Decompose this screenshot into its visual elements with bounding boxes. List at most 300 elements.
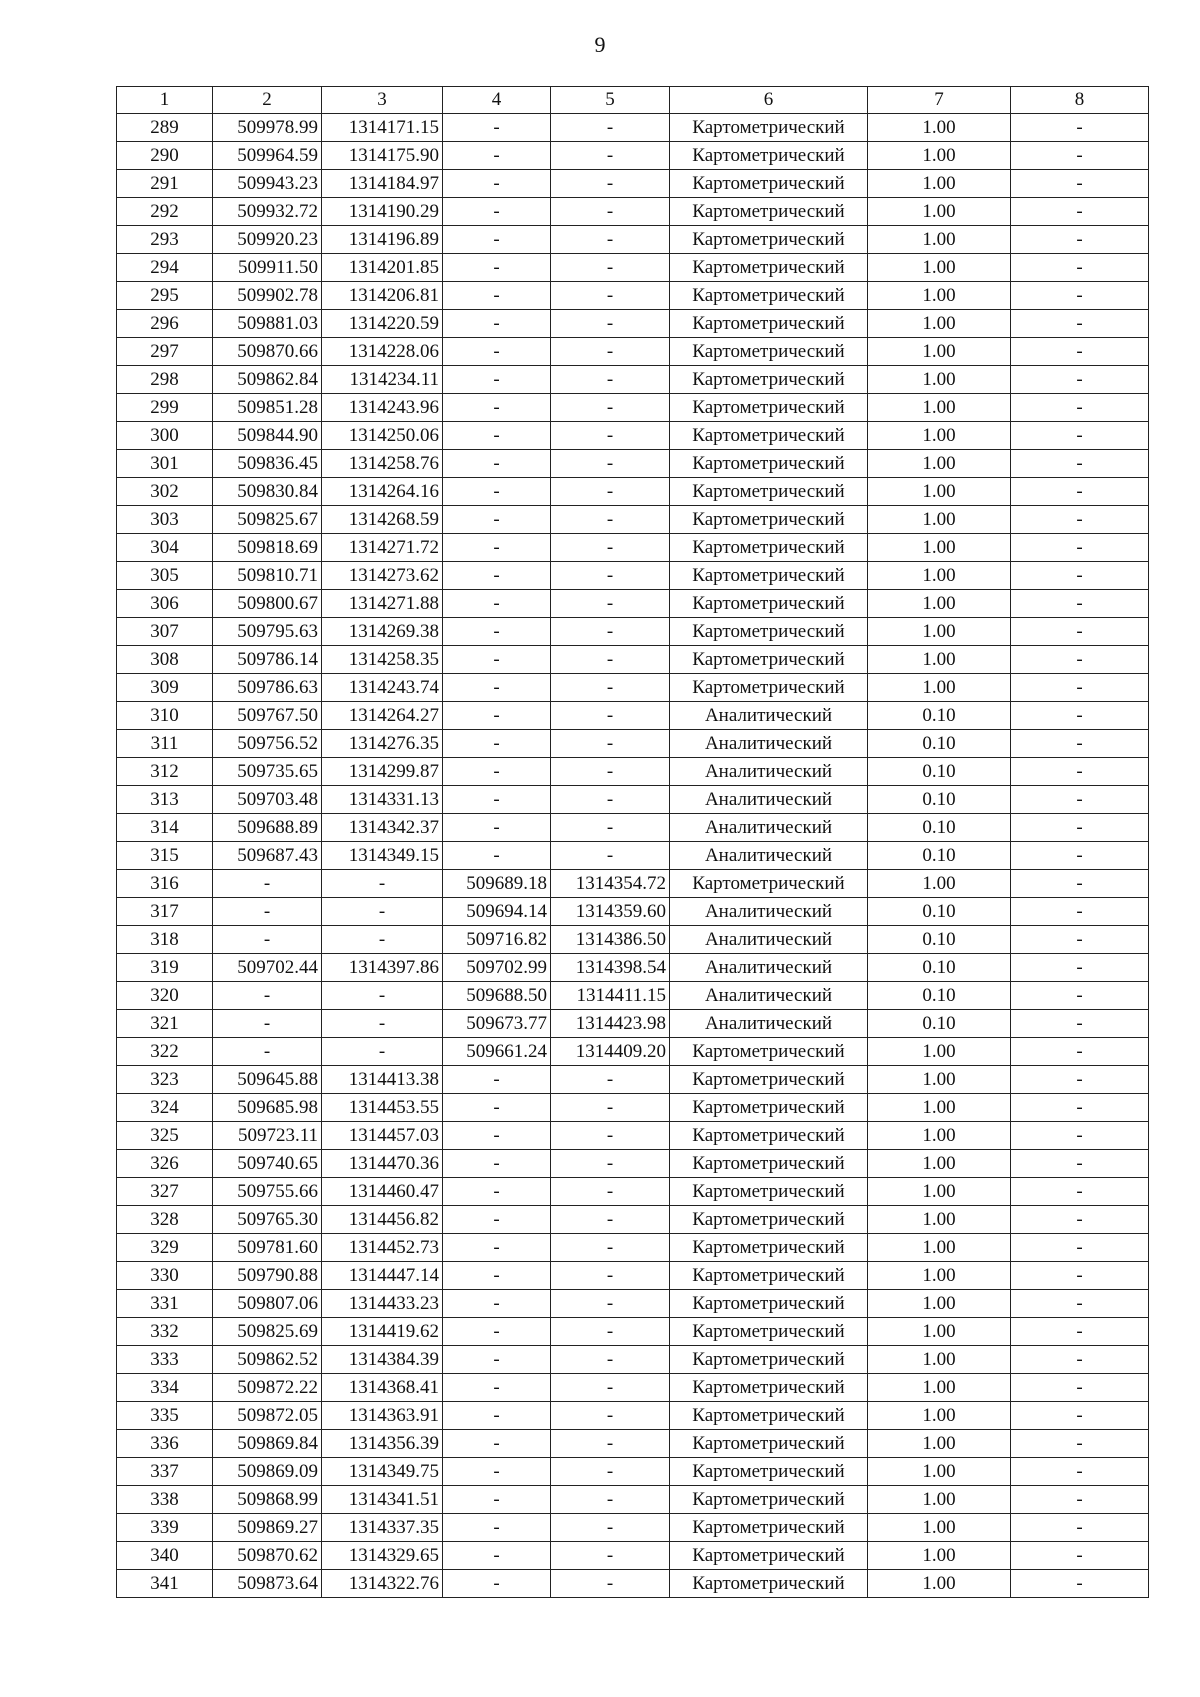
table-cell: Картометрический xyxy=(670,1402,868,1430)
table-cell: - xyxy=(1011,1234,1149,1262)
table-cell: - xyxy=(1011,478,1149,506)
table-cell: 509673.77 xyxy=(443,1010,551,1038)
table-header xyxy=(117,87,1149,114)
table-cell: Аналитический xyxy=(670,954,868,982)
table-cell: - xyxy=(1011,702,1149,730)
table-cell: 1314201.85 xyxy=(322,254,443,282)
table-cell: 1.00 xyxy=(868,1430,1011,1458)
table-cell: Картометрический xyxy=(670,674,868,702)
table-cell: 509868.99 xyxy=(213,1486,322,1514)
table-cell: - xyxy=(443,1150,551,1178)
table-cell: 302 xyxy=(117,478,213,506)
table-cell: 1314329.65 xyxy=(322,1542,443,1570)
table-cell: 0.10 xyxy=(868,982,1011,1010)
table-cell: Картометрический xyxy=(670,170,868,198)
table-cell: - xyxy=(1011,1318,1149,1346)
table-cell: 0.10 xyxy=(868,758,1011,786)
table-cell: - xyxy=(443,170,551,198)
table-row xyxy=(117,842,1149,870)
table-cell: 509932.72 xyxy=(213,198,322,226)
table-row xyxy=(117,1010,1149,1038)
table-row xyxy=(117,1374,1149,1402)
table-cell: 323 xyxy=(117,1066,213,1094)
table-cell: 509645.88 xyxy=(213,1066,322,1094)
table-cell: 298 xyxy=(117,366,213,394)
table-cell: - xyxy=(443,1066,551,1094)
table-cell: 1.00 xyxy=(868,1122,1011,1150)
table-cell: - xyxy=(443,674,551,702)
table-cell: - xyxy=(1011,226,1149,254)
table-cell: 509735.65 xyxy=(213,758,322,786)
table-cell: 0.10 xyxy=(868,814,1011,842)
table-cell: Аналитический xyxy=(670,1010,868,1038)
table-cell: Картометрический xyxy=(670,478,868,506)
table-cell: 308 xyxy=(117,646,213,674)
table-cell: Аналитический xyxy=(670,702,868,730)
table-cell: 509716.82 xyxy=(443,926,551,954)
table-cell: 509767.50 xyxy=(213,702,322,730)
table-cell: - xyxy=(1011,1458,1149,1486)
table-row xyxy=(117,954,1149,982)
table-cell: - xyxy=(1011,1262,1149,1290)
table-cell: Картометрический xyxy=(670,198,868,226)
table-row xyxy=(117,1178,1149,1206)
table-row xyxy=(117,730,1149,758)
table-cell: 509869.84 xyxy=(213,1430,322,1458)
table-cell: 1.00 xyxy=(868,562,1011,590)
table-cell: - xyxy=(1011,954,1149,982)
table-cell: - xyxy=(551,758,670,786)
table-cell: 0.10 xyxy=(868,702,1011,730)
table-row xyxy=(117,338,1149,366)
table-cell: 1314411.15 xyxy=(551,982,670,1010)
table-cell: - xyxy=(1011,1542,1149,1570)
table-cell: 1314409.20 xyxy=(551,1038,670,1066)
table-cell: 310 xyxy=(117,702,213,730)
table-cell: - xyxy=(213,1038,322,1066)
table-cell: 1314460.47 xyxy=(322,1178,443,1206)
table-cell: - xyxy=(443,842,551,870)
table-cell: 1.00 xyxy=(868,226,1011,254)
table-cell: - xyxy=(443,226,551,254)
table-cell: 297 xyxy=(117,338,213,366)
table-row xyxy=(117,590,1149,618)
table-cell: - xyxy=(551,1122,670,1150)
table-cell: - xyxy=(443,478,551,506)
table-cell: - xyxy=(551,702,670,730)
table-cell: 1.00 xyxy=(868,1066,1011,1094)
table-cell: - xyxy=(1011,1374,1149,1402)
table-cell: Картометрический xyxy=(670,1374,868,1402)
table-cell: - xyxy=(1011,758,1149,786)
table-cell: Картометрический xyxy=(670,590,868,618)
table-cell: Аналитический xyxy=(670,898,868,926)
column-header-2: 2 xyxy=(213,87,322,114)
table-row xyxy=(117,422,1149,450)
table-cell: 1314453.55 xyxy=(322,1094,443,1122)
table-cell: - xyxy=(443,590,551,618)
table-cell: 1314220.59 xyxy=(322,310,443,338)
table-cell: 509818.69 xyxy=(213,534,322,562)
table-cell: 1314196.89 xyxy=(322,226,443,254)
table-cell: 1314349.15 xyxy=(322,842,443,870)
table-cell: 509881.03 xyxy=(213,310,322,338)
table-cell: - xyxy=(551,478,670,506)
table-cell: 1.00 xyxy=(868,534,1011,562)
table-cell: 1314190.29 xyxy=(322,198,443,226)
table-cell: - xyxy=(551,1570,670,1598)
table-cell: 292 xyxy=(117,198,213,226)
table-cell: - xyxy=(443,562,551,590)
table-row xyxy=(117,1430,1149,1458)
table-cell: - xyxy=(1011,534,1149,562)
table-cell: - xyxy=(551,534,670,562)
table-cell: - xyxy=(443,1206,551,1234)
table-cell: 1314337.35 xyxy=(322,1514,443,1542)
table-cell: 1.00 xyxy=(868,590,1011,618)
table-row xyxy=(117,1402,1149,1430)
table-cell: - xyxy=(1011,1122,1149,1150)
table-row xyxy=(117,394,1149,422)
table-cell: - xyxy=(551,1374,670,1402)
table-cell: 1.00 xyxy=(868,1262,1011,1290)
table-cell: 1.00 xyxy=(868,142,1011,170)
table-cell: Картометрический xyxy=(670,282,868,310)
table-cell: 1.00 xyxy=(868,282,1011,310)
table-cell: 1314356.39 xyxy=(322,1430,443,1458)
table-row xyxy=(117,1122,1149,1150)
table-cell: - xyxy=(213,926,322,954)
table-cell: - xyxy=(443,142,551,170)
table-cell: - xyxy=(1011,982,1149,1010)
table-cell: 1314359.60 xyxy=(551,898,670,926)
table-cell: 1314273.62 xyxy=(322,562,443,590)
table-cell: 341 xyxy=(117,1570,213,1598)
table-cell: Картометрический xyxy=(670,310,868,338)
table-cell: - xyxy=(443,310,551,338)
table-row xyxy=(117,674,1149,702)
table-cell: 303 xyxy=(117,506,213,534)
table-cell: - xyxy=(551,1318,670,1346)
table-cell: 1314268.59 xyxy=(322,506,443,534)
table-cell: 509781.60 xyxy=(213,1234,322,1262)
table-cell: 509810.71 xyxy=(213,562,322,590)
table-cell: 313 xyxy=(117,786,213,814)
table-row xyxy=(117,814,1149,842)
table-cell: 509786.14 xyxy=(213,646,322,674)
table-cell: Картометрический xyxy=(670,534,868,562)
table-cell: 509723.11 xyxy=(213,1122,322,1150)
table-row xyxy=(117,1234,1149,1262)
table-cell: 509795.63 xyxy=(213,618,322,646)
column-header-7: 7 xyxy=(868,87,1011,114)
table-row xyxy=(117,1486,1149,1514)
table-cell: - xyxy=(443,814,551,842)
table-cell: 1314264.27 xyxy=(322,702,443,730)
table-cell: 325 xyxy=(117,1122,213,1150)
table-cell: 321 xyxy=(117,1010,213,1038)
table-cell: - xyxy=(1011,898,1149,926)
table-row xyxy=(117,702,1149,730)
table-cell: - xyxy=(1011,198,1149,226)
table-cell: 1314331.13 xyxy=(322,786,443,814)
table-cell: 1314413.38 xyxy=(322,1066,443,1094)
table-cell: Картометрический xyxy=(670,1038,868,1066)
table-cell: Картометрический xyxy=(670,1430,868,1458)
table-cell: 509807.06 xyxy=(213,1290,322,1318)
table-cell: 1.00 xyxy=(868,1206,1011,1234)
table-cell: - xyxy=(1011,1346,1149,1374)
table-cell: 1314175.90 xyxy=(322,142,443,170)
table-cell: 509836.45 xyxy=(213,450,322,478)
table-cell: 1.00 xyxy=(868,198,1011,226)
table-cell: 335 xyxy=(117,1402,213,1430)
table-row xyxy=(117,618,1149,646)
table-cell: 1314271.72 xyxy=(322,534,443,562)
table-cell: - xyxy=(443,1458,551,1486)
table-cell: - xyxy=(1011,282,1149,310)
table-cell: - xyxy=(1011,1066,1149,1094)
table-cell: 1314258.35 xyxy=(322,646,443,674)
table-cell: 1.00 xyxy=(868,1346,1011,1374)
table-cell: - xyxy=(1011,1178,1149,1206)
table-cell: 332 xyxy=(117,1318,213,1346)
table-cell: Аналитический xyxy=(670,926,868,954)
table-cell: 300 xyxy=(117,422,213,450)
table-cell: - xyxy=(551,786,670,814)
table-cell: 1314423.98 xyxy=(551,1010,670,1038)
table-cell: Картометрический xyxy=(670,1458,868,1486)
table-row xyxy=(117,1346,1149,1374)
table-cell: 1.00 xyxy=(868,254,1011,282)
column-header-4: 4 xyxy=(443,87,551,114)
table-cell: 322 xyxy=(117,1038,213,1066)
table-cell: 1314206.81 xyxy=(322,282,443,310)
table-cell: 509687.43 xyxy=(213,842,322,870)
table-cell: 509920.23 xyxy=(213,226,322,254)
table-row xyxy=(117,1514,1149,1542)
table-cell: 0.10 xyxy=(868,954,1011,982)
table-cell: - xyxy=(322,870,443,898)
table-cell: 1.00 xyxy=(868,1094,1011,1122)
table-cell: 1314452.73 xyxy=(322,1234,443,1262)
table-cell: Картометрический xyxy=(670,366,868,394)
table-cell: 509685.98 xyxy=(213,1094,322,1122)
table-cell: - xyxy=(1011,1150,1149,1178)
table-cell: - xyxy=(1011,590,1149,618)
table-cell: - xyxy=(551,1458,670,1486)
table-cell: 1.00 xyxy=(868,114,1011,142)
table-cell: 509964.59 xyxy=(213,142,322,170)
table-cell: 312 xyxy=(117,758,213,786)
table-cell: 1314271.88 xyxy=(322,590,443,618)
table-cell: 509661.24 xyxy=(443,1038,551,1066)
table-cell: 1314470.36 xyxy=(322,1150,443,1178)
table-row xyxy=(117,310,1149,338)
table-cell: 295 xyxy=(117,282,213,310)
table-cell: - xyxy=(551,562,670,590)
table-cell: 291 xyxy=(117,170,213,198)
table-cell: 1.00 xyxy=(868,366,1011,394)
table-cell: - xyxy=(1011,674,1149,702)
table-cell: - xyxy=(551,310,670,338)
table-cell: 1.00 xyxy=(868,618,1011,646)
table-cell: 509688.89 xyxy=(213,814,322,842)
table-cell: - xyxy=(1011,366,1149,394)
table-cell: 328 xyxy=(117,1206,213,1234)
table-row xyxy=(117,254,1149,282)
table-cell: Картометрический xyxy=(670,618,868,646)
table-cell: 307 xyxy=(117,618,213,646)
table-cell: 509740.65 xyxy=(213,1150,322,1178)
table-row xyxy=(117,478,1149,506)
table-cell: Аналитический xyxy=(670,758,868,786)
table-cell: 315 xyxy=(117,842,213,870)
table-cell: 0.10 xyxy=(868,1010,1011,1038)
table-cell: 509765.30 xyxy=(213,1206,322,1234)
table-cell: 509902.78 xyxy=(213,282,322,310)
table-cell: 319 xyxy=(117,954,213,982)
table-cell: - xyxy=(551,506,670,534)
table-cell: 1314184.97 xyxy=(322,170,443,198)
table-cell: - xyxy=(443,450,551,478)
table-cell: 1.00 xyxy=(868,1570,1011,1598)
table-row xyxy=(117,1038,1149,1066)
table-row xyxy=(117,282,1149,310)
table-row xyxy=(117,562,1149,590)
column-header-3: 3 xyxy=(322,87,443,114)
table-cell: 1314264.16 xyxy=(322,478,443,506)
table-cell: 509844.90 xyxy=(213,422,322,450)
table-cell: - xyxy=(1011,926,1149,954)
table-cell: 1314276.35 xyxy=(322,730,443,758)
table-cell: Картометрический xyxy=(670,1206,868,1234)
table-cell: 1314243.96 xyxy=(322,394,443,422)
table-cell: 1314457.03 xyxy=(322,1122,443,1150)
table-cell: - xyxy=(1011,338,1149,366)
table-cell: - xyxy=(1011,1486,1149,1514)
table-cell: 314 xyxy=(117,814,213,842)
table-cell: Аналитический xyxy=(670,842,868,870)
table-cell: 1.00 xyxy=(868,1150,1011,1178)
page-number: 9 xyxy=(594,32,606,57)
table-cell: Картометрический xyxy=(670,422,868,450)
table-cell: - xyxy=(213,982,322,1010)
table-cell: - xyxy=(551,618,670,646)
table-row xyxy=(117,506,1149,534)
table-cell: Картометрический xyxy=(670,1514,868,1542)
table-cell: - xyxy=(443,758,551,786)
table-cell: - xyxy=(443,366,551,394)
table-cell: - xyxy=(1011,310,1149,338)
table-cell: - xyxy=(443,1234,551,1262)
table-cell: 311 xyxy=(117,730,213,758)
table-cell: - xyxy=(443,1570,551,1598)
table-cell: - xyxy=(551,422,670,450)
table-row xyxy=(117,1206,1149,1234)
table-cell: 316 xyxy=(117,870,213,898)
table-cell: 296 xyxy=(117,310,213,338)
table-cell: 0.10 xyxy=(868,730,1011,758)
table-cell: 1314447.14 xyxy=(322,1262,443,1290)
table-cell: 1.00 xyxy=(868,422,1011,450)
table-cell: 509869.27 xyxy=(213,1514,322,1542)
table-cell: Картометрический xyxy=(670,1234,868,1262)
table-cell: - xyxy=(443,646,551,674)
table-cell: - xyxy=(1011,562,1149,590)
table-cell: - xyxy=(551,142,670,170)
table-cell: - xyxy=(551,1066,670,1094)
table-cell: - xyxy=(443,730,551,758)
table-cell: Картометрический xyxy=(670,506,868,534)
table-cell: - xyxy=(443,702,551,730)
table-cell: - xyxy=(443,1318,551,1346)
table-cell: 1314243.74 xyxy=(322,674,443,702)
table-cell: - xyxy=(551,1290,670,1318)
table-cell: 1314349.75 xyxy=(322,1458,443,1486)
table-cell: 509786.63 xyxy=(213,674,322,702)
table-cell: 1.00 xyxy=(868,450,1011,478)
table-cell: - xyxy=(1011,450,1149,478)
table-row xyxy=(117,786,1149,814)
table-row xyxy=(117,142,1149,170)
table-cell: 1.00 xyxy=(868,1458,1011,1486)
table-cell: Картометрический xyxy=(670,1486,868,1514)
table-cell: - xyxy=(1011,842,1149,870)
table-row xyxy=(117,1066,1149,1094)
table-cell: - xyxy=(551,1542,670,1570)
table-cell: 304 xyxy=(117,534,213,562)
table-cell: 330 xyxy=(117,1262,213,1290)
table-cell: - xyxy=(443,618,551,646)
table-row xyxy=(117,982,1149,1010)
table-row xyxy=(117,1570,1149,1598)
table-cell: 1314250.06 xyxy=(322,422,443,450)
table-cell: - xyxy=(551,1234,670,1262)
table-row xyxy=(117,366,1149,394)
table-cell: 320 xyxy=(117,982,213,1010)
table-cell: - xyxy=(1011,730,1149,758)
table-row xyxy=(117,898,1149,926)
table-cell: - xyxy=(443,282,551,310)
table-cell: - xyxy=(443,1094,551,1122)
table-cell: 1314171.15 xyxy=(322,114,443,142)
table-cell: 294 xyxy=(117,254,213,282)
table-cell: 509688.50 xyxy=(443,982,551,1010)
table-cell: - xyxy=(443,1122,551,1150)
table-row xyxy=(117,1290,1149,1318)
table-cell: - xyxy=(551,1514,670,1542)
table-row xyxy=(117,1150,1149,1178)
table-cell: Картометрический xyxy=(670,394,868,422)
table-cell: - xyxy=(1011,814,1149,842)
table-cell: - xyxy=(443,1402,551,1430)
table-cell: - xyxy=(322,898,443,926)
table-cell: 324 xyxy=(117,1094,213,1122)
table-cell: Картометрический xyxy=(670,562,868,590)
table-cell: - xyxy=(551,226,670,254)
table-cell: 1314354.72 xyxy=(551,870,670,898)
table-cell: 305 xyxy=(117,562,213,590)
table-cell: 1.00 xyxy=(868,674,1011,702)
table-cell: 333 xyxy=(117,1346,213,1374)
table-cell: 338 xyxy=(117,1486,213,1514)
table-cell: Картометрический xyxy=(670,450,868,478)
table-row xyxy=(117,1458,1149,1486)
table-cell: 1.00 xyxy=(868,338,1011,366)
table-cell: 509825.67 xyxy=(213,506,322,534)
table-cell: 1.00 xyxy=(868,1318,1011,1346)
